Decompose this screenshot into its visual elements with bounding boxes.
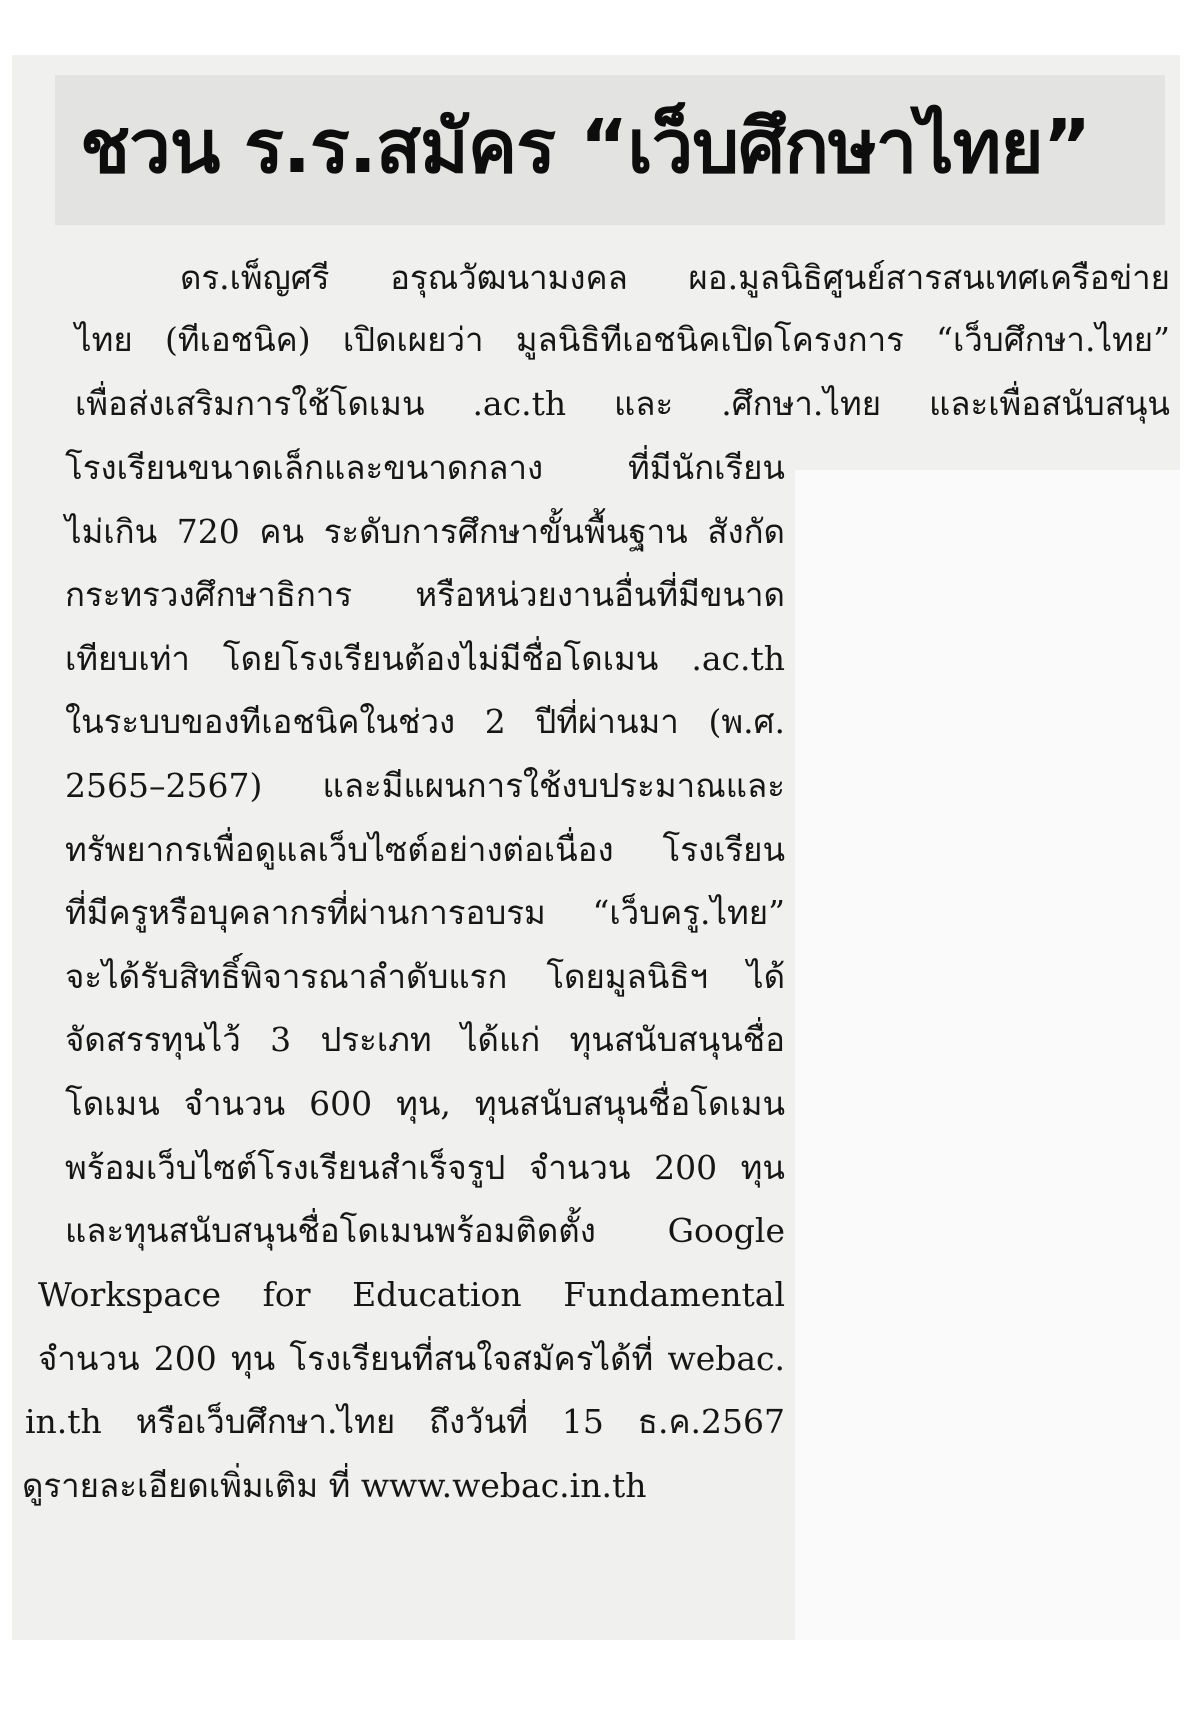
article-line: โดเมน จำนวน 600 ทุน, ทุนสนับสนุนชื่อโดเมน — [65, 1084, 785, 1123]
article-line: Workspace for Education Fundamental — [38, 1275, 785, 1314]
article-line: จะได้รับสิทธิ์พิจารณาลำดับแรก โดยมูลนิธิฯ ได้ — [65, 957, 785, 996]
article-line: ที่มีครูหรือบุคลากรที่ผ่านการอบรม “เว็บครู.ไทย” — [65, 893, 785, 932]
article-line: จัดสรรทุนไว้ 3 ประเภท ได้แก่ ทุนสนับสนุนชื่อ — [65, 1020, 785, 1059]
article-line: และทุนสนับสนุนชื่อโดเมนพร้อมติดตั้ง Google — [65, 1211, 785, 1250]
article-line: กระทรวงศึกษาธิการ หรือหน่วยงานอื่นที่มีขนาด — [65, 575, 785, 614]
article-line: ไม่เกิน 720 คน ระดับการศึกษาขั้นพื้นฐาน สังกัด — [65, 512, 785, 551]
blank-column-area — [795, 470, 1180, 1640]
article-line: เทียบเท่า โดยโรงเรียนต้องไม่มีชื่อโดเมน .ac.th — [65, 639, 785, 678]
article-line: พร้อมเว็บไซต์โรงเรียนสำเร็จรูป จำนวน 200 ทุน — [65, 1148, 785, 1187]
article-line: in.th หรือเว็บศึกษา.ไทย ถึงวันที่ 15 ธ.ค.2567 — [25, 1402, 785, 1441]
article-line: ทรัพยากรเพื่อดูแลเว็บไซต์อย่างต่อเนื่อง โรงเรียน — [65, 830, 785, 869]
article-line: โรงเรียนขนาดเล็กและขนาดกลาง ที่มีนักเรียน — [65, 448, 785, 487]
article-line: 2565–2567) และมีแผนการใช้งบประมาณและ — [65, 766, 785, 805]
article-line: ดร.เพ็ญศรี อรุณวัฒนามงคล ผอ.มูลนิธิศูนย์สารสนเทศเครือข่าย — [180, 258, 1170, 297]
article-line: จำนวน 200 ทุน โรงเรียนที่สนใจสมัครได้ที่ webac. — [38, 1339, 785, 1378]
article-line: เพื่อส่งเสริมการใช้โดเมน .ac.th และ .ศึกษา.ไทย และเพื่อสนับสนุน — [75, 384, 1170, 423]
article-line: ดูรายละเอียดเพิ่มเติม ที่ www.webac.in.th — [22, 1466, 647, 1505]
article-line: ในระบบของทีเอชนิคในช่วง 2 ปีที่ผ่านมา (พ.ศ. — [65, 702, 785, 741]
article-headline: ชวน ร.ร.สมัคร “เว็บศึกษาไทย” — [80, 104, 1091, 190]
article-line: ไทย (ทีเอชนิค) เปิดเผยว่า มูลนิธิทีเอชนิคเปิดโครงการ “เว็บศึกษา.ไทย” — [75, 320, 1170, 359]
